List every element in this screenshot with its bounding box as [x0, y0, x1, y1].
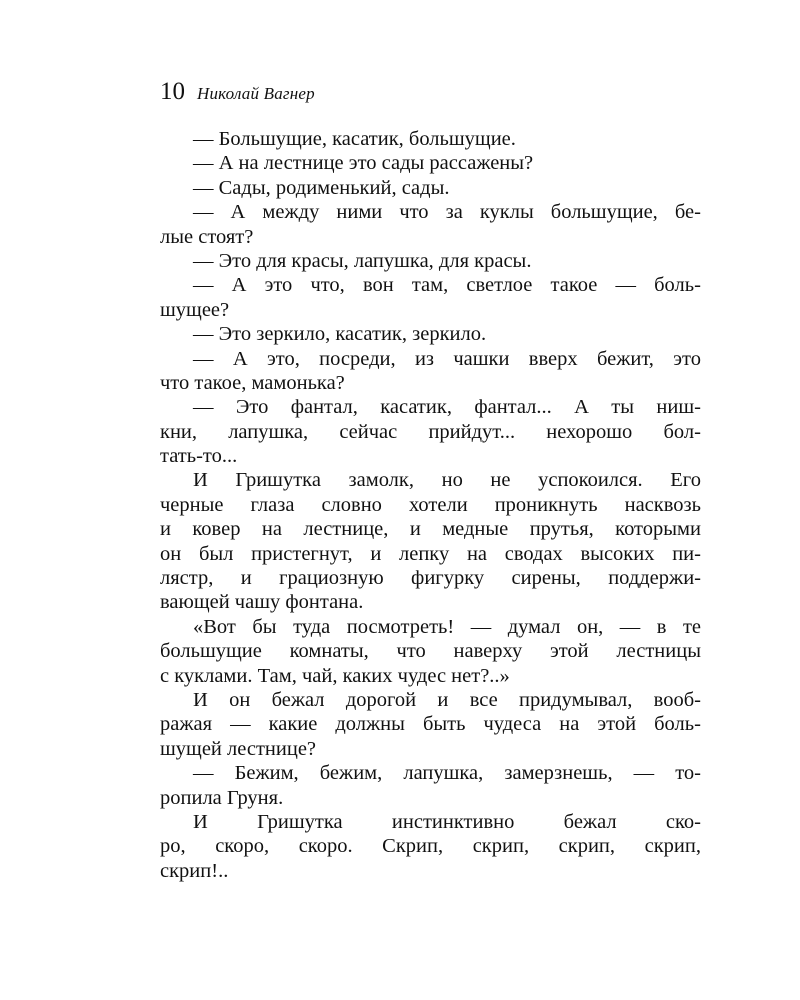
word: боль- — [654, 713, 701, 736]
word: бежим, — [319, 762, 383, 785]
word: Его — [670, 469, 701, 492]
word: бежит, — [596, 347, 654, 370]
running-header — [160, 74, 315, 110]
word: ковер — [192, 518, 241, 541]
word: И — [193, 810, 208, 833]
word: на — [466, 542, 488, 565]
word: не — [490, 469, 511, 492]
word: из — [414, 347, 435, 370]
word: скрип, — [472, 835, 530, 858]
word: за — [445, 201, 463, 224]
text-line: тать-то... — [160, 445, 238, 468]
word: пристегнут, — [251, 542, 353, 565]
text-line — [160, 761, 701, 785]
body-text — [160, 127, 701, 883]
word: чудеса — [483, 713, 542, 736]
word: бы — [252, 615, 277, 638]
word: — — [633, 762, 655, 785]
word: светлое — [466, 274, 533, 297]
word: Скрип, — [382, 835, 444, 858]
word: придумывал, — [518, 688, 633, 711]
text-line: с куклами. Там, чай, каких чудес нет?..» — [160, 664, 510, 687]
word: большущие, — [550, 201, 658, 224]
word: посреди, — [319, 347, 396, 370]
word: он, — [576, 615, 604, 638]
text-line — [160, 517, 701, 541]
word: что, — [310, 274, 345, 297]
word: но — [441, 469, 463, 492]
word: и — [240, 567, 252, 590]
word: кни, — [160, 420, 198, 443]
word: какие — [268, 713, 318, 736]
word: лястр, — [160, 567, 214, 590]
word: Это — [235, 396, 269, 419]
word: бежал — [563, 810, 617, 833]
word: все — [469, 688, 498, 711]
word: — — [193, 762, 214, 785]
word: скоро. — [298, 835, 353, 858]
word: которыми — [615, 518, 701, 541]
word: сейчас — [339, 420, 398, 443]
page-number: 10 — [160, 78, 185, 105]
word: вооб- — [653, 688, 701, 711]
word: скрип, — [644, 835, 701, 858]
word: А — [574, 396, 589, 419]
running-head-author: Николай Вагнер — [197, 84, 315, 103]
text-line — [160, 273, 701, 297]
word: — — [193, 396, 214, 419]
word: бежал — [271, 688, 325, 711]
word: А — [232, 347, 248, 370]
word: медные — [442, 518, 509, 541]
word: это, — [266, 347, 300, 370]
word: думал — [507, 615, 561, 638]
word: скрип, — [558, 835, 616, 858]
text-line: — А на лестнице это сады рассажены? — [193, 152, 534, 175]
word: лестнице, — [303, 518, 389, 541]
word: инстинктивно — [391, 810, 515, 833]
word: замолк, — [348, 469, 414, 492]
word: и — [437, 688, 449, 711]
text-line: шущей лестнице? — [160, 737, 317, 760]
word: словно — [321, 493, 382, 516]
word: прутья, — [529, 518, 594, 541]
word: — — [470, 615, 492, 638]
text-line: — Это для красы, лапушка, для красы. — [193, 249, 532, 272]
word: ними — [336, 201, 383, 224]
word: те — [682, 615, 701, 638]
word: А — [230, 201, 246, 224]
word: ро, — [160, 835, 186, 858]
word: — — [193, 347, 214, 370]
word: ты — [611, 396, 635, 419]
word: — — [615, 274, 636, 297]
word: этой — [597, 713, 637, 736]
word: на — [261, 518, 282, 541]
word: черные — [160, 493, 224, 516]
word: фигурку — [411, 567, 485, 590]
word: между — [262, 201, 320, 224]
word: высоких — [580, 542, 655, 565]
word: лапушка, — [403, 762, 484, 785]
word: глаза — [250, 493, 295, 516]
word: фантал, — [290, 396, 358, 419]
word: должны — [335, 713, 405, 736]
word: и — [409, 518, 421, 541]
word: лестницы — [616, 640, 701, 663]
word: куклы — [479, 201, 534, 224]
word: нехорошо — [546, 420, 633, 443]
text-line — [160, 468, 701, 492]
text-line: — Большущие, касатик, большущие. — [193, 128, 516, 150]
word: посмотреть! — [346, 615, 455, 638]
text-line: лые стоят? — [160, 225, 254, 248]
word: успокоился. — [538, 469, 643, 492]
word: лепку — [399, 542, 450, 565]
word: скоро, — [215, 835, 270, 858]
word: лапушка, — [228, 420, 309, 443]
word: бол- — [663, 420, 701, 443]
word: пи- — [672, 542, 701, 565]
text-line — [160, 493, 701, 517]
word: ско- — [665, 810, 701, 833]
word: что — [399, 201, 429, 224]
word: там, — [411, 274, 449, 297]
word: ражая — [160, 713, 213, 736]
text-line — [160, 566, 701, 590]
word: и — [370, 542, 382, 565]
word: «Вот — [193, 615, 236, 638]
word: ниш- — [656, 396, 701, 419]
word: фантал... — [474, 396, 552, 419]
text-line: вающей чашу фонтана. — [160, 591, 364, 614]
word: большущие — [160, 640, 262, 663]
text-line — [160, 834, 701, 858]
word: Гришутка — [235, 469, 321, 492]
text-line: — Сады, родименький, сады. — [193, 176, 450, 199]
word: — — [230, 713, 251, 736]
word: И — [193, 688, 208, 711]
text-line — [160, 688, 701, 712]
text-line: скрип!.. — [160, 859, 229, 882]
word: в — [656, 615, 667, 638]
word: он — [160, 542, 182, 565]
word: прийдут... — [428, 420, 516, 443]
word: то- — [675, 762, 701, 785]
text-line — [160, 200, 701, 224]
word: такое — [550, 274, 598, 297]
word: он — [229, 688, 251, 711]
text-line: ропила Груня. — [160, 786, 284, 809]
word: проникнуть — [494, 493, 598, 516]
word: Бежим, — [234, 762, 299, 785]
word: был — [198, 542, 234, 565]
word: что — [396, 640, 426, 663]
word: чашки — [453, 347, 510, 370]
word: бе- — [674, 201, 701, 224]
word: сводах — [504, 542, 563, 565]
text-line: — Это зеркило, касатик, зеркило. — [193, 323, 487, 346]
text-line — [160, 810, 701, 834]
word: — — [193, 201, 214, 224]
word: туда — [293, 615, 331, 638]
word: боль- — [654, 274, 701, 297]
word: — — [619, 615, 641, 638]
text-line — [160, 712, 701, 736]
word: вон — [362, 274, 394, 297]
text-line — [160, 639, 701, 663]
word: хотели — [408, 493, 468, 516]
word: Гришутка — [257, 810, 343, 833]
text-line — [160, 347, 701, 371]
word: замерзнешь, — [504, 762, 613, 785]
word: грациозную — [279, 567, 384, 590]
word: касатик, — [380, 396, 452, 419]
word: это — [673, 347, 701, 370]
word: насквозь — [624, 493, 701, 516]
word: и — [160, 518, 171, 541]
text-line: что такое, мамонька? — [160, 371, 345, 394]
text-line: шущее? — [160, 298, 230, 321]
text-line — [160, 615, 701, 639]
text-line — [160, 420, 701, 444]
word: на — [559, 713, 580, 736]
word: А — [231, 274, 247, 297]
word: комнаты, — [289, 640, 369, 663]
word: И — [193, 469, 208, 492]
word: наверху — [453, 640, 523, 663]
text-line — [160, 395, 701, 419]
word: — — [193, 274, 214, 297]
word: поддержи- — [608, 567, 701, 590]
word: этой — [549, 640, 589, 663]
word: сирены, — [511, 567, 581, 590]
word: быть — [422, 713, 466, 736]
word: дорогой — [345, 688, 417, 711]
word: вверх — [528, 347, 578, 370]
word: это — [264, 274, 293, 297]
text-line — [160, 542, 701, 566]
